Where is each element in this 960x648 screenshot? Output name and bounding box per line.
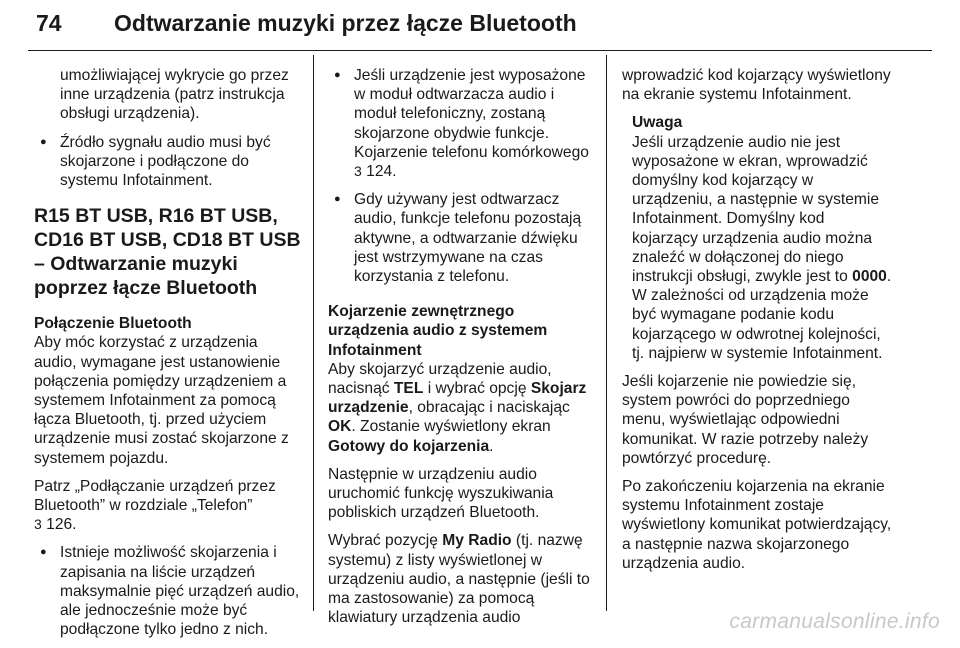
paragraph-text: Patrz „Podłączanie urządzeń przez Bluetooth” w rozdziale „Telefon” — [34, 477, 276, 515]
column-middle — [328, 66, 596, 636]
column-divider-right — [606, 55, 607, 611]
sub-heading: Połączenie Bluetooth — [34, 315, 192, 333]
text: . — [489, 437, 494, 455]
sub-heading: Kojarzenie zewnętrznego urządzenia audio z systemem Infotainment — [328, 303, 548, 359]
bullet-item — [328, 66, 596, 181]
note-text: . W zależności od urządzenia może być wymagane podanie kodu kojarzącego w odwrotnej kolejności, tj. najpierw w systemie Infotainment. — [632, 268, 892, 362]
paragraph: wprowadzić kod kojarzący wyświetlony na ekranie systemu Infotainment. — [622, 67, 891, 104]
text: (tj. nazwę systemu) z listy wyświetlonej w urządzeniu audio, a następnie (jeśli to ma zastosowanie) za pomocą klawiatury urządzenia audio — [328, 532, 590, 627]
text: Aby skojarzyć urządzenie audio, nacisnąć — [328, 360, 552, 398]
paragraph — [328, 302, 596, 456]
column-right — [622, 66, 892, 582]
section-heading: R15 BT USB, R16 BT USB, CD16 BT USB, CD18 BT USB – Odtwarzanie muzyki poprzez łącze Bluetooth — [34, 205, 301, 300]
bullet-item: ● Istnieje możliwość skojarzenia i zapisania na liście urządzeń maksymalnie pięć urządzeń audio, ale jednocześnie może być podłączone tylko jedno z nich. — [34, 543, 302, 639]
text: Wybrać pozycję — [328, 532, 438, 550]
page-ref-link[interactable]: 126. — [46, 516, 77, 534]
watermark: carmanualsonline.info — [729, 610, 940, 633]
column-divider-left — [313, 55, 314, 611]
page-ref-arrow-icon: 3 — [34, 516, 42, 533]
note-text: Jeśli urządzenie audio nie jest wyposażone w ekran, wprowadzić domyślny kod kojarzący w urządzeniu, a następnie w systemie Infotainment. Domyślny kod kojarzący urządzenia audio można znaleźć w dołączonej do niego instrukcji obsługi, zwykle jest to — [632, 133, 880, 286]
key-ok: OK — [328, 418, 352, 436]
paragraph — [34, 314, 302, 468]
note-box — [622, 113, 892, 363]
paragraph: Następnie w urządzeniu audio uruchomić funkcję wyszukiwania pobliskich urządzeń Bluetooth. — [328, 465, 554, 522]
paragraph: Jeśli kojarzenie nie powiedzie się, system powróci do poprzedniego menu, wyświetlając odpowiedni komunikat. W razie potrzeby należy powtórzyć procedurę. — [622, 373, 869, 467]
text: . Zostanie wyświetlony ekran — [351, 418, 551, 436]
page-ref-arrow-icon: 3 — [354, 163, 362, 180]
item-my-radio: My Radio — [442, 532, 512, 550]
default-pairing-code: 0000 — [852, 268, 887, 286]
text: i wybrać opcję — [427, 380, 527, 398]
paragraph — [328, 531, 596, 627]
page-number: 74 — [36, 10, 62, 36]
bullet-item: ● Gdy używany jest odtwarzacz audio, funkcje telefonu pozostają aktywne, a odtwarzanie dźwięku jest wstrzymywane na czas korzystania z telefonu. — [328, 190, 596, 286]
paragraph — [34, 477, 302, 535]
page-title: Odtwarzanie muzyki przez łącze Bluetooth — [114, 10, 577, 36]
paragraph: Po zakończeniu kojarzenia na ekranie systemu Infotainment zostaje wyświetlony komunikat potwierdzający, a następnie nazwa skojarzonego urządzenia audio. — [622, 478, 892, 572]
page-header — [28, 0, 932, 51]
text: , obracając i naciskając — [408, 399, 570, 417]
bullet-text: Jeśli urządzenie jest wyposażone w moduł odtwarzacza audio i moduł telefoniczny, zostaną skojarzone obydwie funkcje. Kojarzenie telefonu komórkowego — [354, 67, 589, 161]
screen-gotowy-do-kojarzenia: Gotowy do kojarzenia — [328, 437, 490, 455]
note-title: Uwaga — [632, 114, 683, 132]
page-ref-link[interactable]: 124. — [366, 163, 397, 181]
menu-skojarz-urzadzenie: Skojarz urządzenie — [328, 380, 587, 417]
bullet-item: ● Źródło sygnału audio musi być skojarzone i podłączone do systemu Infotainment. — [34, 133, 302, 191]
column-left — [34, 66, 302, 648]
continued-bullet-text: umożliwiającej wykrycie go przez inne urządzenia (patrz instrukcja obsługi urządzenia). — [60, 67, 289, 123]
key-tel: TEL — [393, 380, 424, 398]
paragraph-text: Aby móc korzystać z urządzenia audio, wymagane jest ustanowienie połączenia pomiędzy urządzeniem a systemem Infotainment za pomocą łącza Bluetooth, tj. przed użyciem urządzenie musi zostać skojarzone z systemem pojazdu. — [34, 334, 289, 467]
